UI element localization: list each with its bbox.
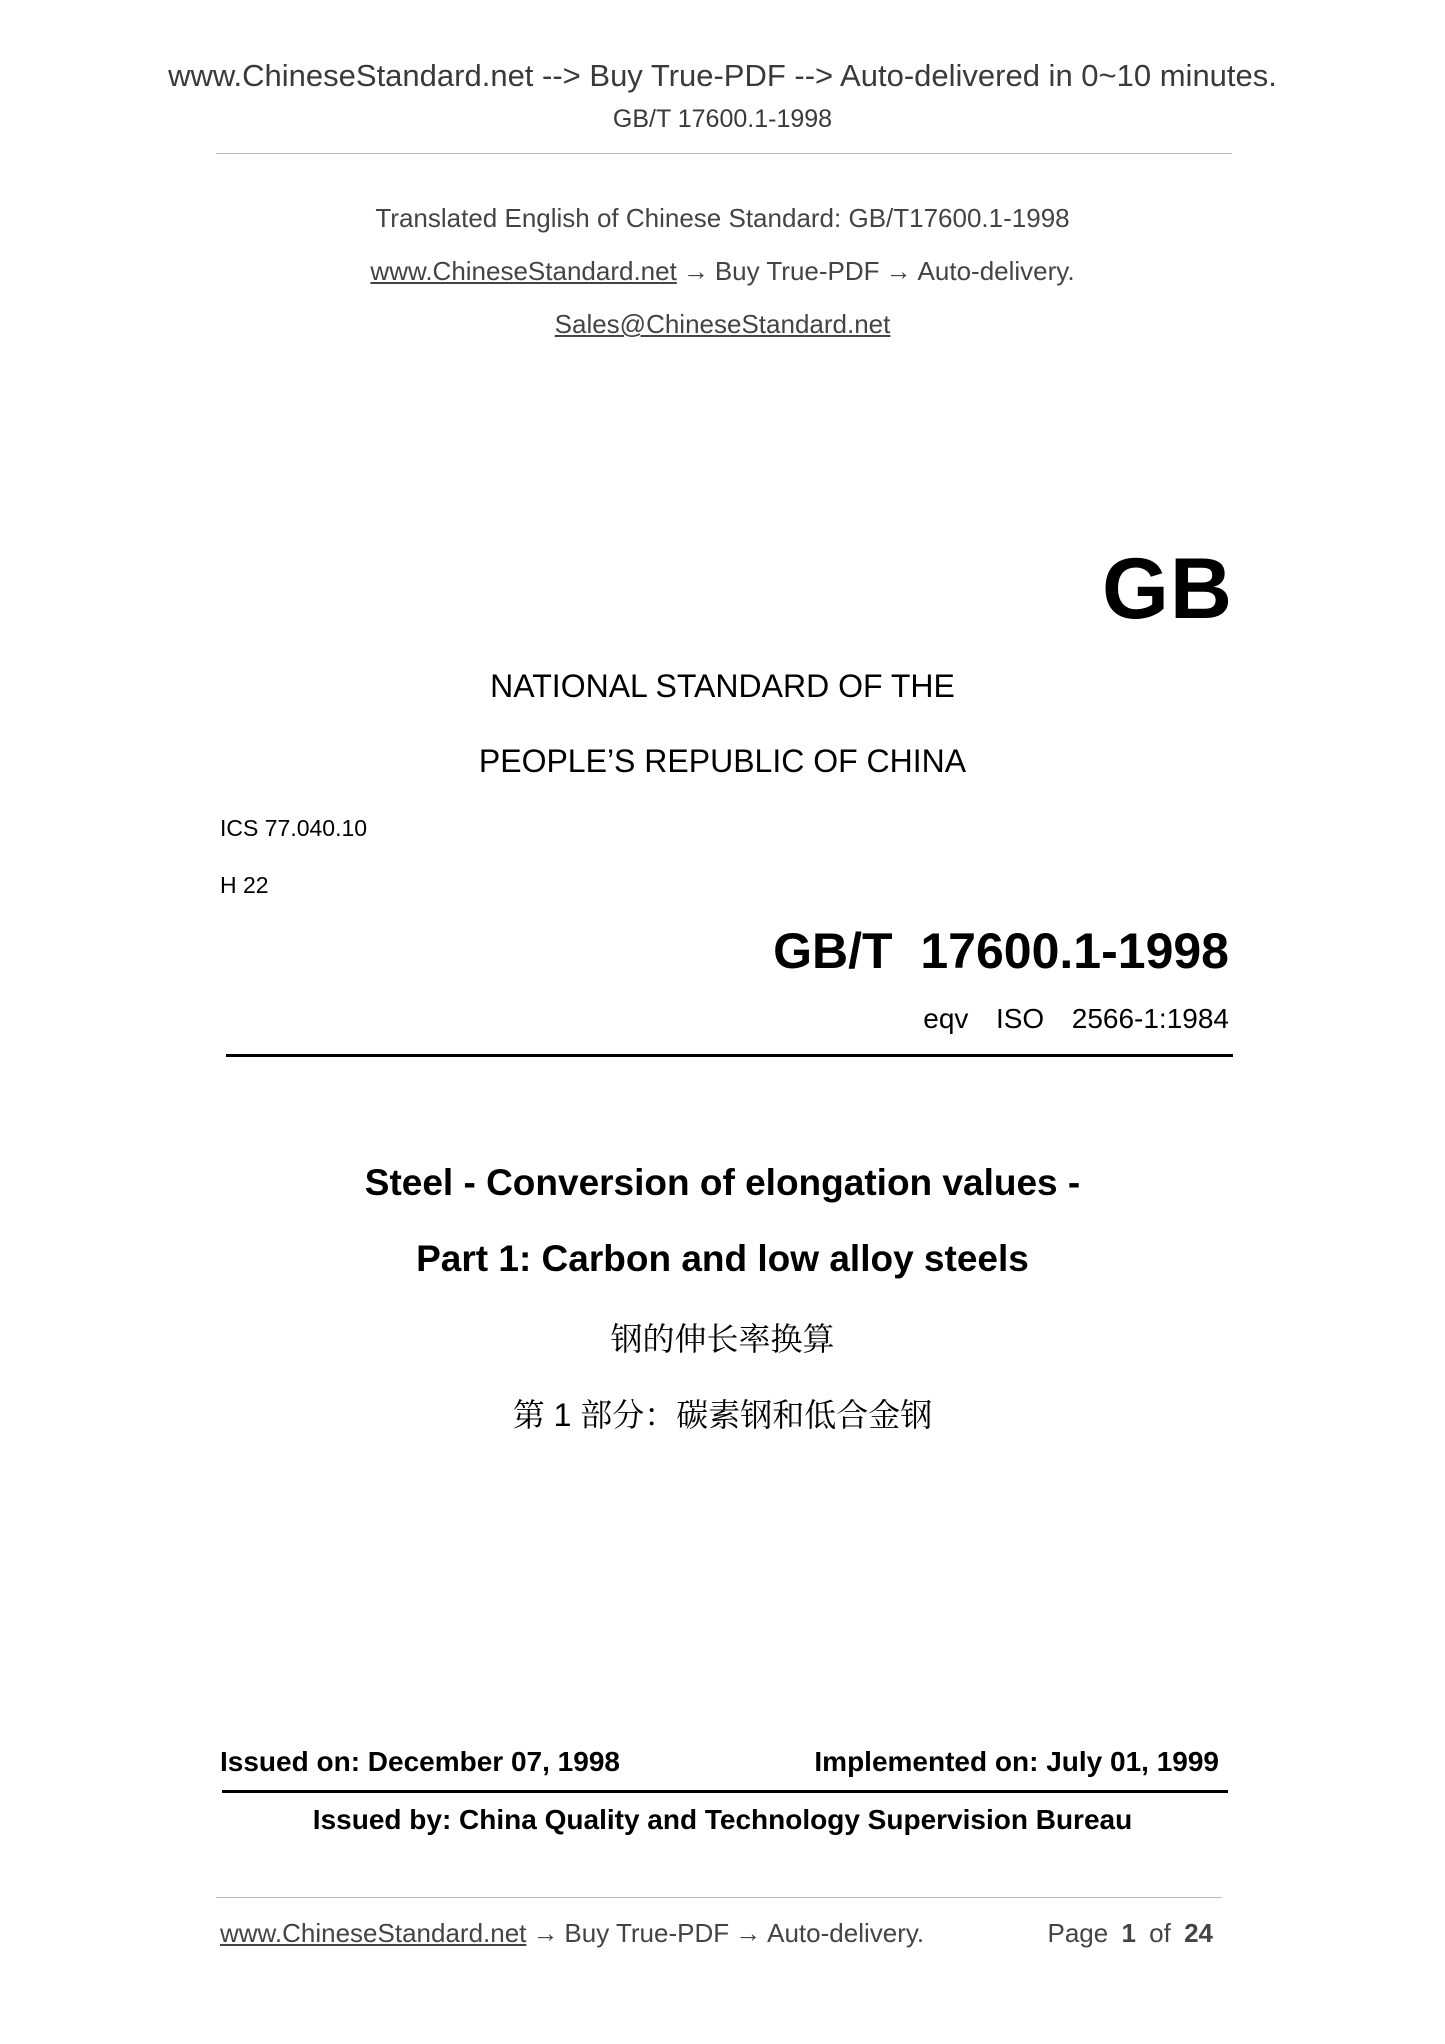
header-doc-code: GB/T 17600.1-1998 [612,105,833,133]
title-line-1: Steel - Conversion of elongation values - [364,1162,1081,1203]
footer-buy-text: Buy True-PDF [564,1918,730,1948]
page-current: 1 [1121,1918,1136,1948]
footer-divider [216,1897,1222,1898]
footer-delivery-text: Auto-delivery. [767,1918,925,1948]
sales-email-link[interactable]: Sales@ChineseStandard.net [554,309,891,339]
delivery-line [0,256,1445,287]
standard-number: GB/T 17600.1-1998 [773,923,1229,979]
footer-links [220,1918,924,1949]
page-indicator [1047,1918,1219,1949]
national-standard-line-1: NATIONAL STANDARD OF THE [490,668,955,704]
footer-site-link[interactable]: www.ChineseStandard.net [220,1918,527,1948]
top-banner: www.ChineseStandard.net --> Buy True-PDF --> Auto-delivered in 0~10 minutes. [168,58,1277,93]
iso-equivalence: eqv ISO 2566-1:1984 [923,1003,1229,1034]
page-label: Page [1047,1918,1109,1948]
site-link[interactable]: www.ChineseStandard.net [370,256,677,286]
email-line [0,309,1445,340]
arrow-right-icon: → [682,256,709,286]
arrow-right-icon: → [735,1918,762,1948]
chinese-title-2: 第 1 部分：碳素钢和低合金钢 [512,1397,933,1433]
page-of: of [1149,1918,1171,1948]
issuing-authority: Issued by: China Quality and Technology Supervision Bureau [312,1804,1133,1835]
arrow-right-icon: → [532,1918,559,1948]
title-line-2: Part 1: Carbon and low alloy steels [416,1238,1029,1279]
header-divider [216,153,1232,154]
ics-code: ICS 77.040.10 [220,815,368,841]
chinese-title-1: 钢的伸长率换算 [610,1321,835,1357]
dates-divider [222,1790,1228,1793]
arrow-right-icon: → [885,256,912,286]
classification-code: H 22 [220,872,269,898]
gb-logo: GB [1102,541,1233,637]
national-standard-line-2: PEOPLE’S REPUBLIC OF CHINA [478,743,967,779]
issued-date: Issued on: December 07, 1998 [220,1746,620,1777]
translation-note: Translated English of Chinese Standard: GB/T17600.1-1998 [375,203,1070,233]
page-total: 24 [1184,1918,1213,1948]
buy-text: Buy True-PDF [714,256,880,286]
delivery-text: Auto-delivery. [917,256,1075,286]
cover-divider [226,1054,1233,1057]
implemented-date: Implemented on: July 01, 1999 [814,1746,1219,1777]
